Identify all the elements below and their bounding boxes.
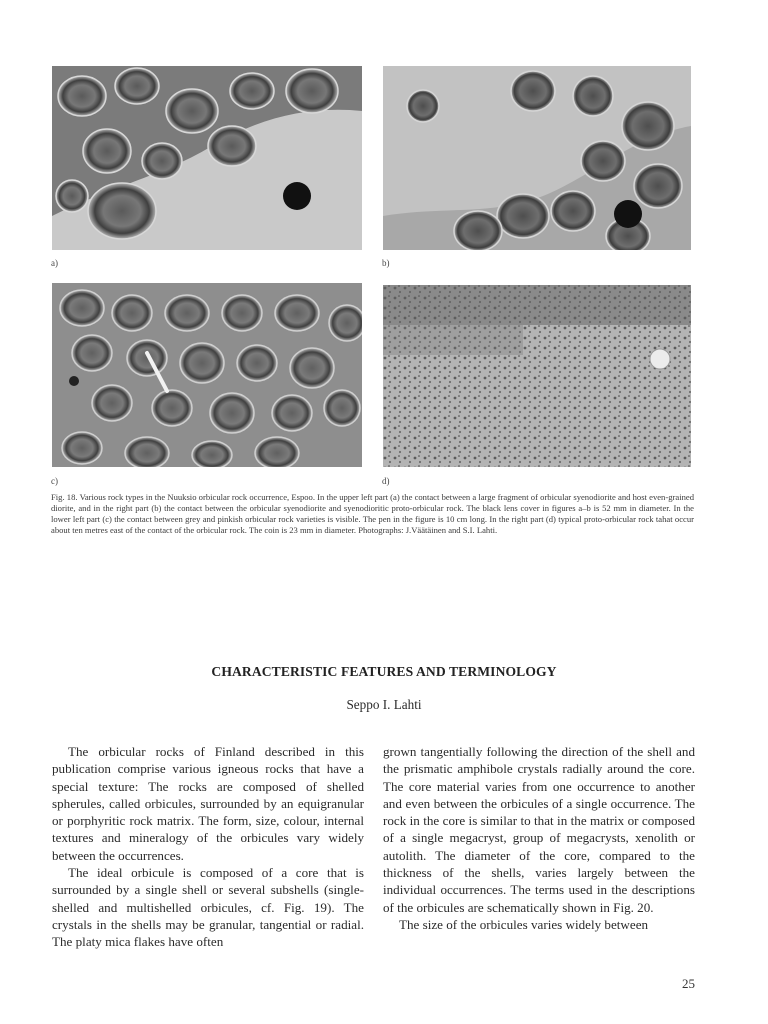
paragraph: grown tangentially following the direction of the shell and the prismatic amphibole crystals radially around the core. The core material varies from one occurrence to another and even between the orbicules of a single occurrence. The rock in the core is similar to that in the matrix or composed of a single megacryst, group of megacrysts, xenolith or autolith. The diameter of the core, compared to the thickness of the shells, varies largely between the individual occurrences. The terms used in the descriptions of the orbicules are schematically shown in Fig. 20. [383,744,695,915]
photo-d-proto-orbicular [383,285,691,467]
section-title: CHARACTERISTIC FEATURES AND TERMINOLOGY [211,664,557,679]
photo-a-orbicular-contact [52,66,362,250]
photo-c-orbicular-varieties [52,283,362,467]
figure-caption: Fig. 18. Various rock types in the Nuuksio orbicular rock occurrence, Espoo. In the upper left part (a) the contact between a large fragment of orbicular syenodiorite and host even-grained diorite, and in the right part (b) the contact between the orbicular syenodiorite and syenodioritic proto-orbicular rock. The black lens cover in figures a–b is 52 mm in diameter. In the lower left part (c) the contact between grey and pinkish orbicular rock varieties is visible. The pen in the figure is 10 cm long. In the right part (d) typical proto-orbicular rock tahat occur about ten metres east of the contact of the orbicular rock. The coin is 23 mm in diameter. Photographs: J.Väätäinen and S.I. Lahti. [51,492,694,535]
paragraph: The ideal orbicule is composed of a core that is surrounded by a single shell or several subshells (single-shelled and multishelled orbicules, cf. Fig. 19). The crystals in the shells may be granular, tangential or radial. The platy mica flakes have often [52,865,364,950]
paragraph: The orbicular rocks of Finland described in this publication comprise various igneous rocks that have a special texture: The rocks are composed of shelled spherules, called orbicules, surrounded by an equigranular or porphyritic rock matrix. The form, size, colour, internal textures and mineralogy of the orbicules vary widely between the occurrences. [52,744,364,863]
left-text-column [52,743,364,951]
photo-b-orbicular-contact [383,66,691,250]
paragraph: The size of the orbicules varies widely between [399,916,649,932]
author-name: Seppo I. Lahti [346,697,422,712]
page-number: 25 [682,976,695,991]
right-text-column [383,743,695,933]
panel-label-d: d) [382,476,390,486]
panel-label-b: b) [382,258,390,268]
panel-label-c: c) [51,476,58,486]
panel-label-a: a) [51,258,58,268]
